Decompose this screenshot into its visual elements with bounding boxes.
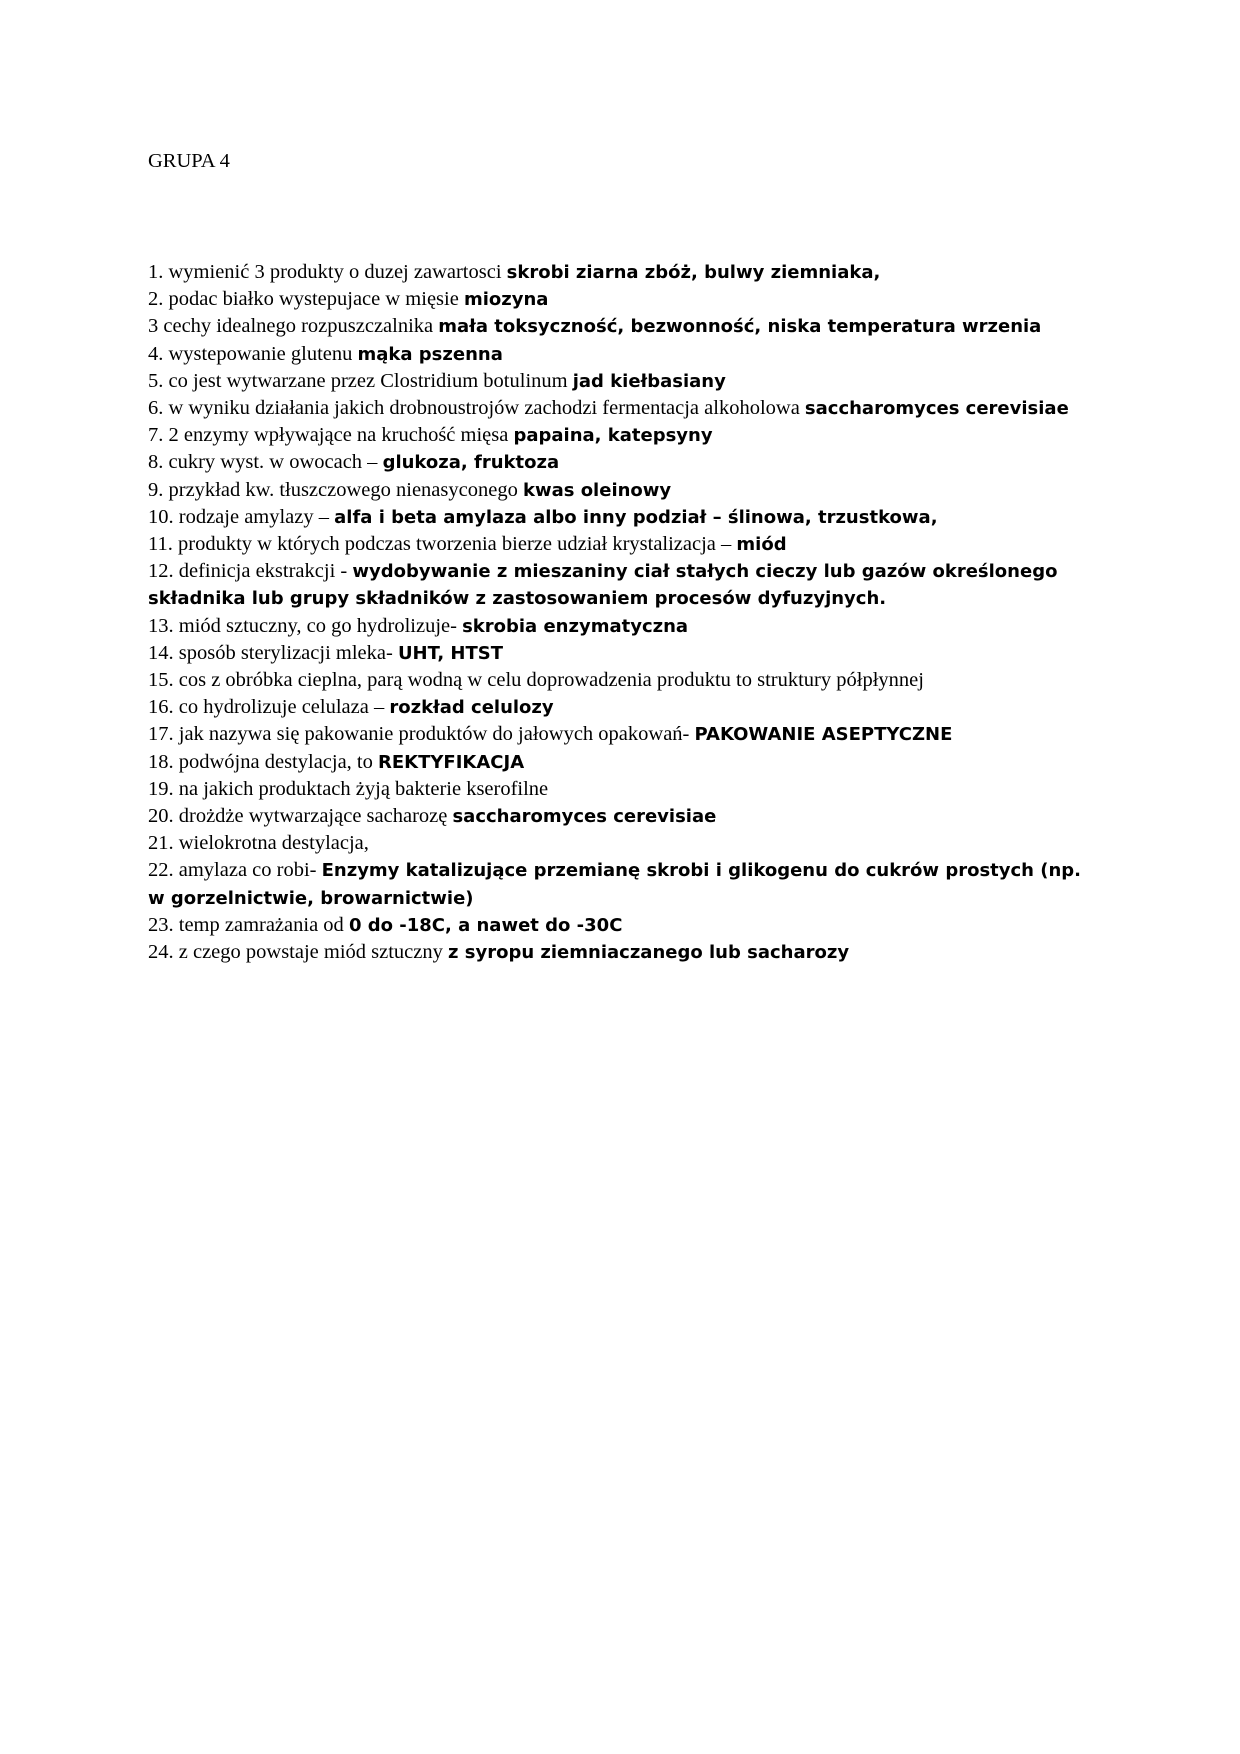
list-item: [148, 368, 1088, 395]
list-item: [148, 749, 1088, 776]
list-item: [148, 803, 1088, 830]
question-text: 18. podwójna destylacja, to: [148, 750, 379, 773]
list-item: [148, 504, 1088, 531]
answer-text: saccharomyces cerevisiae: [452, 806, 717, 828]
document-heading: GRUPA 4: [148, 150, 230, 172]
list-item: [148, 531, 1088, 558]
question-text: 23. temp zamrażania od: [148, 913, 349, 936]
question-text: 16. co hydrolizuje celulaza –: [148, 696, 390, 719]
question-text: 8. cukry wyst. w owocach –: [148, 451, 383, 474]
list-item: [148, 640, 1088, 667]
list-item: [148, 286, 1088, 313]
question-text: 2. podac białko wystepujace w mięsie: [148, 288, 464, 311]
question-text: 9. przykład kw. tłuszczowego nienasyconego: [148, 478, 523, 501]
list-item: [148, 830, 1088, 857]
answer-text: z syropu ziemniaczanego lub sacharozy: [448, 942, 850, 964]
answer-text: skrobia enzymatyczna: [462, 615, 689, 637]
question-text: 12. definicja ekstrakcji -: [148, 560, 353, 583]
answer-text: miozyna: [463, 289, 549, 311]
answer-text: PAKOWANIE ASEPTYCZNE: [694, 724, 953, 746]
question-text: 11. produkty w których podczas tworzenia bierze udział krystalizacja –: [148, 533, 737, 556]
question-text: 20. drożdże wytwarzające sacharozę: [148, 805, 453, 828]
answer-text: mała toksyczność, bezwonność, niska temperatura wrzenia: [438, 316, 1042, 338]
answer-text: skrobi ziarna zbóż, bulwy ziemniaka,: [506, 262, 881, 283]
list-item: [148, 667, 1088, 694]
question-text: 14. sposób sterylizacji mleka-: [148, 641, 398, 664]
list-item: [148, 939, 1088, 966]
question-text: 19. na jakich produktach żyją bakterie kserofilne: [148, 777, 549, 800]
answer-text: wydobywanie z mieszaniny ciał stałych cieczy lub gazów określonego składnika lub grupy składników z zastosowaniem procesów dyfuzyjnych.: [148, 561, 1058, 610]
list-item: [148, 395, 1088, 422]
answer-text: 0 do -18C, a nawet do -30C: [348, 914, 623, 936]
question-text: 13. miód sztuczny, co go hydrolizuje-: [148, 614, 463, 637]
list-item: [148, 857, 1088, 911]
answer-text: glukoza, fruktoza: [382, 452, 560, 474]
question-text: 21. wielokrotna destylacja,: [148, 832, 369, 855]
answer-text: papaina, katepsyny: [513, 425, 713, 447]
list-item: [148, 776, 1088, 803]
question-text: 6. w wyniku działania jakich drobnoustrojów zachodzi fermentacja alkoholowa: [148, 397, 805, 420]
answer-text: mąka pszenna: [357, 343, 503, 365]
list-item: [148, 259, 1088, 286]
answer-text: rozkład celulozy: [389, 697, 554, 719]
list-item: [148, 422, 1088, 449]
question-text: 24. z czego powstaje miód sztuczny: [148, 941, 449, 964]
question-text: 4. wystepowanie glutenu: [148, 342, 358, 365]
question-text: 10. rodzaje amylazy –: [148, 505, 335, 528]
list-item: [148, 313, 1088, 340]
question-text: 15. cos z obróbka cieplna, parą wodną w celu doprowadzenia produktu to struktury półpłynnej: [148, 669, 924, 692]
answer-text: REKTYFIKACJA: [378, 751, 525, 773]
list-item: [148, 694, 1088, 721]
answer-text: saccharomyces cerevisiae: [804, 398, 1069, 420]
question-list: [148, 259, 1088, 966]
question-text: 17. jak nazywa się pakowanie produktów do jałowych opakowań-: [148, 723, 695, 746]
list-item: [148, 341, 1088, 368]
answer-text: alfa i beta amylaza albo inny podział – ślinowa, trzustkowa,: [334, 506, 938, 528]
list-item: [148, 449, 1088, 476]
question-text: 7. 2 enzymy wpływające na kruchość mięsa: [148, 424, 514, 447]
answer-text: Enzymy katalizujące przemianę skrobi i glikogenu do cukrów prostych (np. w gorzelnictwie, browarnictwie): [148, 860, 1082, 909]
list-item: [148, 613, 1088, 640]
list-item: [148, 721, 1088, 748]
answer-text: miód: [736, 534, 787, 556]
question-text: 1. wymienić 3 produkty o duzej zawartosci: [148, 261, 507, 283]
answer-text: kwas oleinowy: [522, 479, 672, 501]
list-item: [148, 912, 1088, 939]
question-text: 3 cechy idealnego rozpuszczalnika: [148, 315, 439, 338]
list-item: [148, 477, 1088, 504]
answer-text: jad kiełbasiany: [572, 370, 726, 392]
question-text: 22. amylaza co robi-: [148, 859, 322, 882]
question-text: 5. co jest wytwarzane przez Clostridium botulinum: [148, 369, 573, 392]
list-item: [148, 558, 1088, 612]
answer-text: UHT, HTST: [397, 642, 504, 664]
